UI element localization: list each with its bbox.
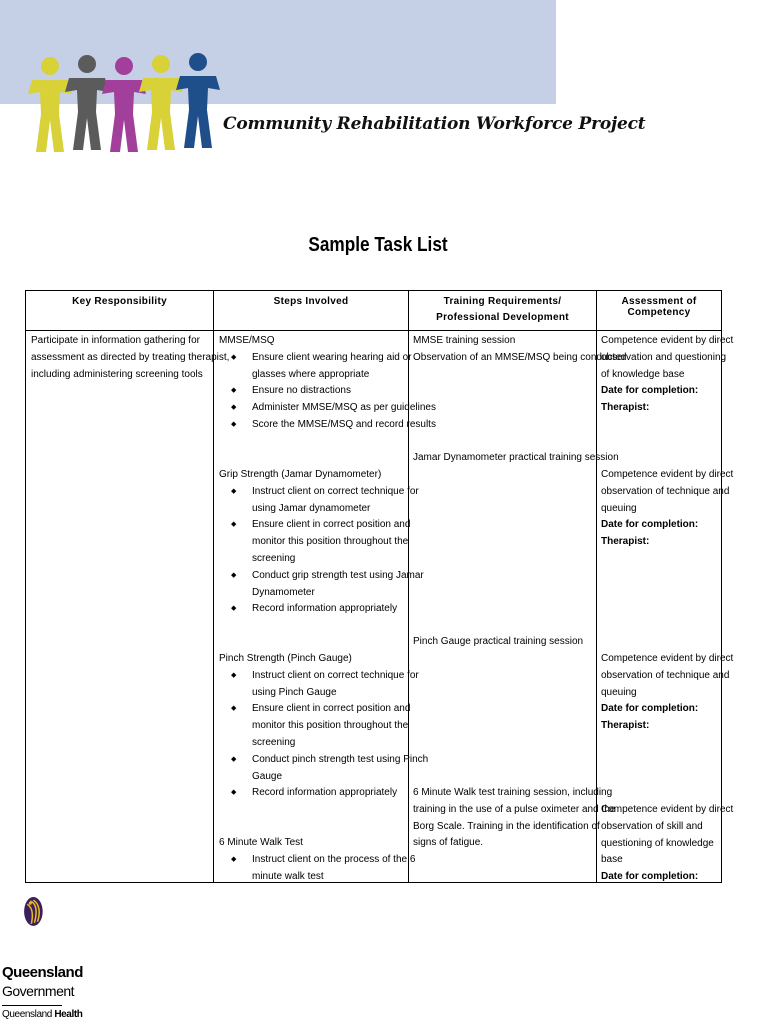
document-title: Sample Task List bbox=[308, 234, 448, 256]
header-key-responsibility: Key Responsibility bbox=[26, 291, 214, 331]
step-item-line: Gauge bbox=[252, 770, 283, 782]
therapist-label: Therapist: bbox=[601, 536, 650, 548]
training-line-walk: 6 Minute Walk test training session, including bbox=[413, 787, 613, 798]
logo-health-bold: Health bbox=[54, 1009, 83, 1020]
assessment-line-walk: Competence evident by direct bbox=[601, 804, 734, 815]
step-item-line: Instruct client on the process of the 6 bbox=[252, 853, 416, 865]
bullet-icon: ◆ bbox=[231, 353, 237, 361]
step-item-line: Score the MMSE/MSQ and record results bbox=[252, 419, 436, 430]
bullet-icon: ◆ bbox=[231, 487, 237, 495]
assessment-line-walk: observation of skill and bbox=[601, 820, 703, 832]
assessment-line-pinch: queuing bbox=[601, 686, 637, 698]
table-row bbox=[26, 331, 722, 883]
step-item-line: screening bbox=[252, 737, 296, 748]
training-line-walk: training in the use of a pulse oximeter and the bbox=[413, 803, 616, 815]
key-responsibility-line: Participate in information gathering for bbox=[31, 335, 200, 346]
step-title-mmse: MMSE/MSQ bbox=[219, 335, 275, 346]
step-title-grip: Grip Strength (Jamar Dynamometer) bbox=[219, 469, 382, 480]
person-purple bbox=[102, 57, 146, 152]
date-for-completion-label: Date for completion: bbox=[601, 871, 699, 883]
header-training: Training Requirements/ Professional Development bbox=[409, 291, 597, 331]
bullet-icon: ◆ bbox=[231, 855, 237, 863]
date-for-completion-label: Date for completion: bbox=[601, 519, 699, 531]
assessment-line-walk: base bbox=[601, 854, 623, 866]
step-title-pinch: Pinch Strength (Pinch Gauge) bbox=[219, 653, 352, 664]
step-item-line: monitor this position throughout the bbox=[252, 536, 409, 548]
assessment-line-mmse: Competence evident by direct bbox=[601, 335, 734, 346]
person-grey bbox=[65, 55, 109, 150]
assessment-line-grip: Competence evident by direct bbox=[601, 469, 734, 480]
step-title-walk: 6 Minute Walk Test bbox=[219, 837, 303, 848]
step-item-line: Ensure no distractions bbox=[252, 385, 351, 397]
training-line-mmse: MMSE training session bbox=[413, 335, 516, 346]
assessment-line-mmse: of knowledge base bbox=[601, 368, 685, 380]
step-item-line: Instruct client on correct technique for bbox=[252, 669, 419, 681]
steps-cell bbox=[214, 331, 436, 883]
step-item-line: Ensure client in correct position and bbox=[252, 703, 411, 715]
logo-government: Government bbox=[2, 983, 75, 999]
training-line-walk: signs of fatigue. bbox=[413, 837, 484, 849]
key-responsibility-line: including administering screening tools bbox=[31, 369, 203, 380]
training-line-grip: Jamar Dynamometer practical training session bbox=[413, 452, 619, 463]
step-item-line: minute walk test bbox=[252, 870, 324, 882]
bullet-icon: ◆ bbox=[231, 404, 237, 412]
step-item-line: Administer MMSE/MSQ as per guidelines bbox=[252, 402, 436, 414]
person-yellow-1 bbox=[28, 57, 72, 152]
logo-queensland-health bbox=[2, 1009, 82, 1020]
step-item-line: monitor this position throughout the bbox=[252, 720, 409, 732]
bullet-icon: ◆ bbox=[231, 571, 237, 579]
bullet-icon: ◆ bbox=[231, 789, 237, 797]
person-blue bbox=[176, 53, 220, 148]
assessment-line-grip: queuing bbox=[601, 502, 637, 514]
training-line-mmse: Observation of an MMSE/MSQ being conducted bbox=[413, 351, 627, 363]
step-item-line: Conduct pinch strength test using Pinch bbox=[252, 753, 429, 765]
assessment-line-mmse: observation and questioning bbox=[601, 351, 727, 363]
step-item-line: Ensure client wearing hearing aid or bbox=[252, 351, 412, 363]
person-yellow-2 bbox=[139, 55, 183, 150]
step-item-line: Instruct client on correct technique for bbox=[252, 485, 419, 497]
training-line-walk: Borg Scale. Training in the identification of bbox=[413, 820, 600, 832]
bullet-icon: ◆ bbox=[231, 421, 237, 428]
table-header-row bbox=[26, 291, 722, 331]
key-responsibility-line: assessment as directed by treating therapist, bbox=[31, 352, 230, 363]
step-item-line: glasses where appropriate bbox=[252, 368, 370, 380]
date-for-completion-label: Date for completion: bbox=[601, 703, 699, 715]
step-item-line: Dynamometer bbox=[252, 586, 315, 598]
logo-health-prefix: Queensland bbox=[2, 1009, 55, 1020]
step-item-line: Ensure client in correct position and bbox=[252, 519, 411, 531]
training-line-pinch: Pinch Gauge practical training session bbox=[413, 636, 584, 647]
header-assessment: Assessment of Competency bbox=[597, 291, 722, 331]
key-responsibility-cell bbox=[26, 331, 230, 883]
step-item-line: screening bbox=[252, 553, 296, 564]
bullet-icon: ◆ bbox=[231, 705, 237, 713]
logo-queensland: Queensland bbox=[2, 964, 83, 981]
assessment-cell bbox=[597, 331, 734, 883]
therapist-label: Therapist: bbox=[601, 402, 650, 414]
queensland-government-crest bbox=[2, 896, 72, 962]
bullet-icon: ◆ bbox=[231, 521, 237, 529]
date-for-completion-label: Date for completion: bbox=[601, 385, 699, 397]
bullet-icon: ◆ bbox=[231, 387, 237, 395]
assessment-line-walk: questioning of knowledge bbox=[601, 837, 714, 849]
bullet-icon: ◆ bbox=[231, 671, 237, 679]
assessment-line-grip: observation of technique and bbox=[601, 485, 730, 497]
bullet-icon: ◆ bbox=[231, 755, 237, 763]
people-chain-logo bbox=[28, 50, 228, 160]
step-item-line: using Pinch Gauge bbox=[252, 686, 337, 698]
step-item-line: Record information appropriately bbox=[252, 787, 398, 799]
assessment-line-pinch: observation of technique and bbox=[601, 669, 730, 681]
project-title: Community Rehabilitation Workforce Project bbox=[223, 114, 646, 134]
step-item-line: Conduct grip strength test using Jamar bbox=[252, 569, 424, 581]
header-steps-involved: Steps Involved bbox=[214, 291, 409, 331]
therapist-label: Therapist: bbox=[601, 720, 650, 732]
step-item-line: using Jamar dynamometer bbox=[252, 502, 371, 514]
step-item-line: Record information appropriately bbox=[252, 603, 398, 615]
assessment-line-pinch: Competence evident by direct bbox=[601, 653, 734, 664]
logo-divider bbox=[2, 1005, 62, 1006]
bullet-icon: ◆ bbox=[231, 605, 237, 613]
task-table bbox=[25, 290, 734, 883]
